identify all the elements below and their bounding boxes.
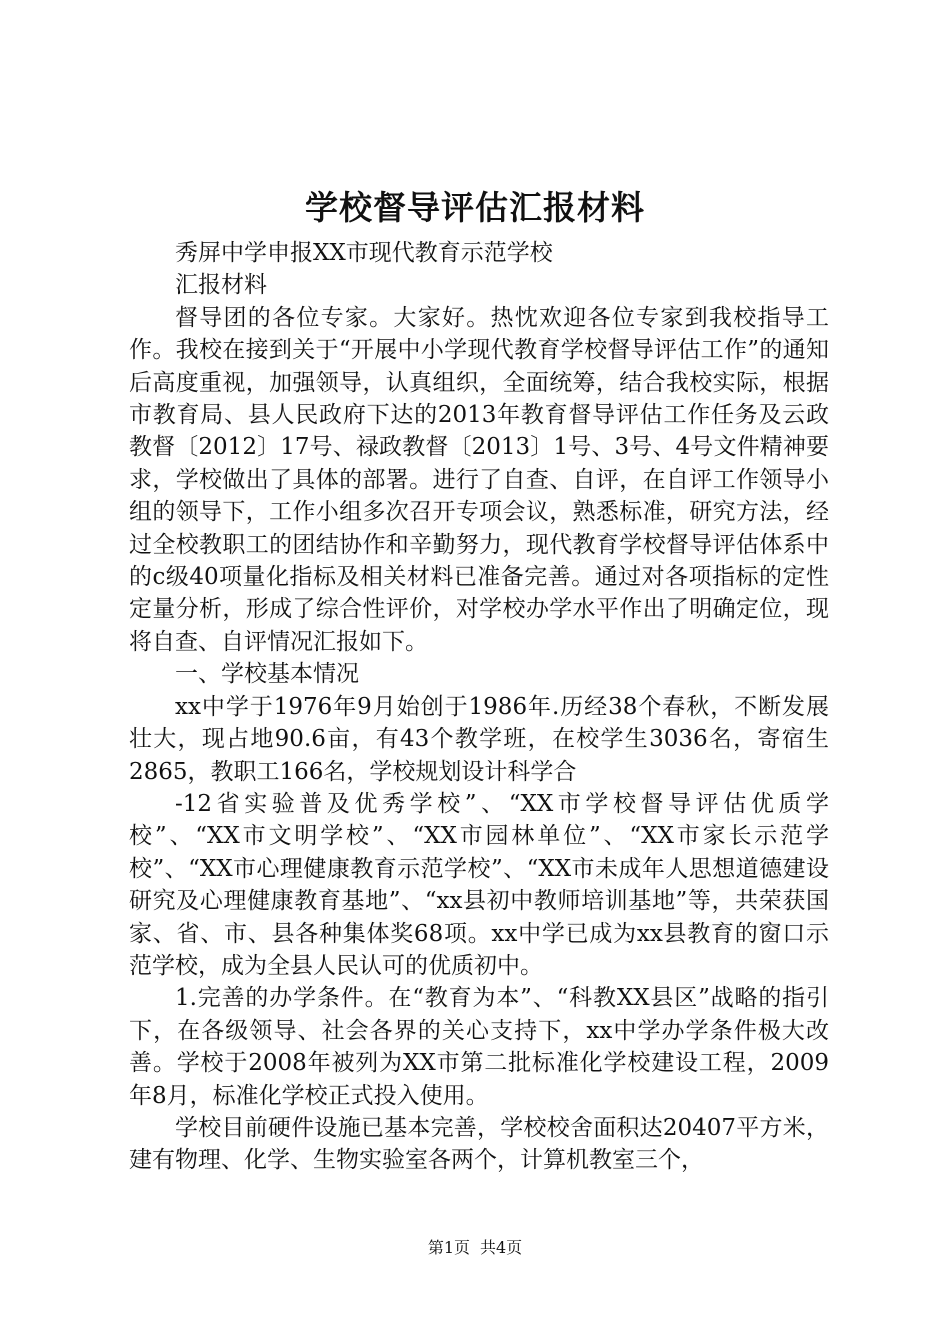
- paragraph-report-label: 汇报材料: [175, 272, 267, 299]
- paragraph-applicant-line: 秀屏中学申报XX市现代教育示范学校: [175, 240, 553, 266]
- document-title: 学校督导评估汇报材料: [305, 188, 645, 227]
- paragraph-school-history: xx中学于1976年9月始创于1986年.历经38个春秋，不断发展壮大，现占地90.6亩，有43个教学班，在校学生3036名，寄宿生2865，教职工166名，学校规划设计科学合: [129, 693, 829, 785]
- page-number: 第1页: [427, 1238, 470, 1257]
- paragraph-honors: -12省实验普及优秀学校”、“XX市学校督导评估优质学校”、“XX市文明学校”、“XX市园林单位”、“XX市家长示范学校”、“XX市心理健康教育示范学校”、“XX市未成年人思想道德建设研究及心理健康教育基地”、“xx县初中教师培训基地”等，共荣获国家、省、市、县各种集体奖68项。xx中学已成为xx县教育的窗口示范学校，成为全县人民认可的优质初中。: [129, 790, 829, 979]
- page-total: 共4页: [480, 1238, 523, 1257]
- paragraph-conditions: 1.完善的办学条件。在“教育为本”、“科教XX县区”战略的指引下，在各级领导、社会各界的关心支持下，xx中学办学条件极大改善。学校于2008年被列为XX市第二批标准化学校建设工程，2009年8月，标准化学校正式投入使用。: [129, 985, 829, 1109]
- paragraph-facilities: 学校目前硬件设施已基本完善，学校校舍面积达20407平方米，建有物理、化学、生物实验室各两个，计算机教室三个，: [129, 1114, 829, 1174]
- section-heading-basic-info: 一、学校基本情况: [175, 661, 359, 688]
- document-body: [129, 237, 829, 1177]
- page-footer: [0, 1238, 950, 1258]
- paragraph-introduction: 督导团的各位专家。大家好。热忱欢迎各位专家到我校指导工作。我校在接到关于“开展中小学现代教育学校督导评估工作”的通知后高度重视，加强领导，认真组织，全面统筹，结合我校实际，根据市教育局、县人民政府下达的2013年教育督导评估工作任务及云政教督〔2012〕17号、禄政教督〔2013〕1号、3号、4号文件精神要求，学校做出了具体的部署。进行了自查、自评，在自评工作领导小组的领导下，工作小组多次召开专项会议，熟悉标准，研究方法，经过全校教职工的团结协作和辛勤努力，现代教育学校督导评估体系中的c级40项量化指标及相关材料已准备完善。通过对各项指标的定性定量分析，形成了综合性评价，对学校办学水平作出了明确定位，现将自查、自评情况汇报如下。: [129, 304, 829, 655]
